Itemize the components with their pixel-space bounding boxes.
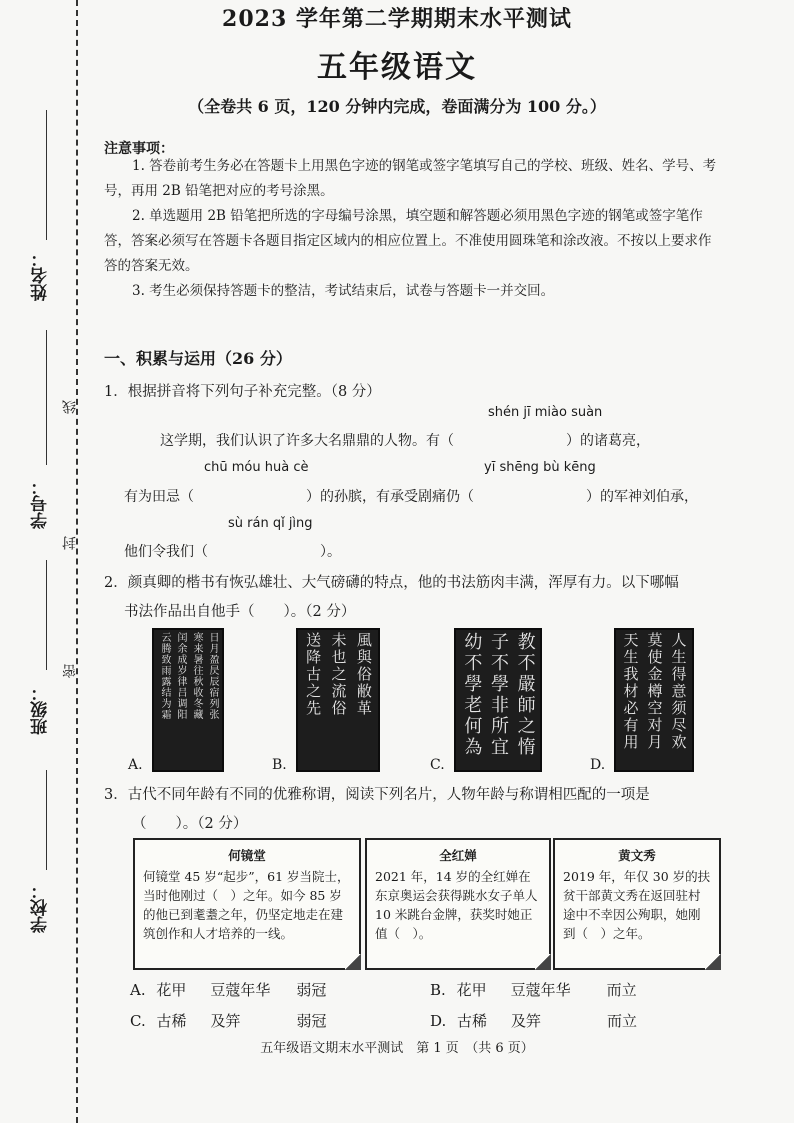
q3-choice-b[interactable]: B. 花甲 豆蔻年华 而立 — [430, 981, 637, 999]
seal-char-line: 线 — [62, 400, 78, 414]
seal-char-secret: 密 — [62, 664, 78, 678]
calligraphy-sample-a: 日月盈昃辰宿列张 寒来暑往秋收冬藏 闰余成岁律吕调阳 云腾致雨露结为霜 — [152, 628, 224, 772]
q2-option-d-label: D. — [590, 757, 606, 773]
notes-heading: 注意事项： — [104, 141, 174, 157]
student-id-label: 学号： — [31, 478, 51, 529]
exam-info: （全卷共 6 页，120 分钟内完成，卷面满分为 100 分。） — [188, 97, 606, 116]
seal-char-seal: 封 — [62, 536, 78, 550]
name-card-quan-hongchan: 全红婵 2021 年，14 岁的全红婵在东京奥运会获得跳水女子单人 10 米跳台金牌，获奖时她正值（ ）。 — [365, 838, 551, 970]
name-underline — [46, 110, 47, 240]
q1-pinyin-2a: chū móu huà cè — [204, 460, 309, 475]
school-underline — [46, 770, 47, 870]
q2-option-b-label: B. — [272, 757, 287, 773]
name-label: 姓名： — [31, 250, 51, 301]
page-footer: 五年级语文期末水平测试 第 1 页 （共 6 页） — [260, 1041, 534, 1056]
calligraphy-sample-d: 人生得意须尽欢 莫使金樽空对月 天生我材必有用 — [614, 628, 694, 772]
note-item: 2. 单选题用 2B 铅笔把所选的字母编号涂黑，填空题和解答题必须用黑色字迹的钢笔或签字笔作答，答案必须写在答题卡各题目指定区域内的相应位置上。不准使用圆珠笔和涂改液。不按以上要求作答的答案无效。 — [104, 208, 712, 274]
school-label: 学校： — [31, 882, 51, 933]
q3-choice-d[interactable]: D. 古稀 及笄 而立 — [430, 1012, 638, 1030]
calligraphy-sample-b: 風與俗敝革 未也之流俗 送降古之先 — [296, 628, 380, 772]
q3-stem-2: （ ）。（2 分） — [132, 816, 248, 832]
q2-stem-1: 2．颜真卿的楷书有恢弘雄壮、大气磅礴的特点，他的书法筋肉丰满，浑厚有力。以下哪幅 — [104, 575, 679, 591]
name-card-huang-wenxiu: 黄文秀 2019 年，年仅 30 岁的扶贫干部黄文秀在返回驻村途中不幸因公殉职，她刚到（ ）之年。 — [553, 838, 721, 970]
q1-pinyin-1: shén jī miào suàn — [488, 405, 603, 420]
q2-option-c-label: C. — [430, 757, 445, 773]
q1-line-2: 有为田忌（ ）的孙膑，有承受剧痛仍（ ）的军神刘伯承， — [124, 489, 698, 505]
q1-line-3: 他们令我们（ ）。 — [124, 544, 341, 560]
q1-pinyin-2b: yī shēng bù kēng — [484, 460, 596, 475]
class-label: 班级： — [31, 684, 51, 735]
q3-choice-a[interactable]: A. 花甲 豆蔻年华 弱冠 — [130, 981, 327, 999]
binding-dashed-line — [76, 0, 78, 1123]
q1-pinyin-3: sù rán qǐ jìng — [228, 516, 313, 531]
q2-stem-2: 书法作品出自他手（ ）。（2 分） — [124, 604, 356, 620]
class-underline — [46, 560, 47, 670]
q3-stem-1: 3．古代不同年龄有不同的优雅称谓，阅读下列名片，人物年龄与称谓相匹配的一项是 — [104, 787, 650, 803]
q1-line-1: 这学期，我们认识了许多大名鼎鼎的人物。有（ ）的诸葛亮， — [160, 433, 650, 449]
exam-title: 2023 学年第二学期期末水平测试 — [222, 6, 572, 32]
q3-choice-c[interactable]: C. 古稀 及笄 弱冠 — [130, 1012, 327, 1030]
q1-stem: 1．根据拼音将下列句子补充完整。（8 分） — [104, 384, 381, 400]
note-item: 1. 答卷前考生务必在答题卡上用黑色字迹的钢笔或签字笔填写自己的学校、班级、姓名、学号、考号，再用 2B 铅笔把对应的考号涂黑。 — [104, 158, 717, 199]
calligraphy-sample-c: 教不嚴師之惰 子不學非所宜 幼不學老何為 — [454, 628, 542, 772]
subject-title: 五年级语文 — [317, 50, 477, 85]
notes-list — [104, 154, 724, 304]
note-item: 3. 考生必须保持答题卡的整洁，考试结束后，试卷与答题卡一并交回。 — [132, 283, 555, 299]
student-id-underline — [46, 330, 47, 465]
q2-option-a-label: A. — [128, 757, 143, 773]
name-card-he-jingtang: 何镜堂 何镜堂 45 岁“起步”，61 岁当院士，当时他刚过（ ）之年。如今 85 岁的他已到耄耋之年，仍坚定地走在建筑创作和人才培养的一线。 — [133, 838, 361, 970]
section-title: 一、积累与运用（26 分） — [104, 349, 292, 368]
